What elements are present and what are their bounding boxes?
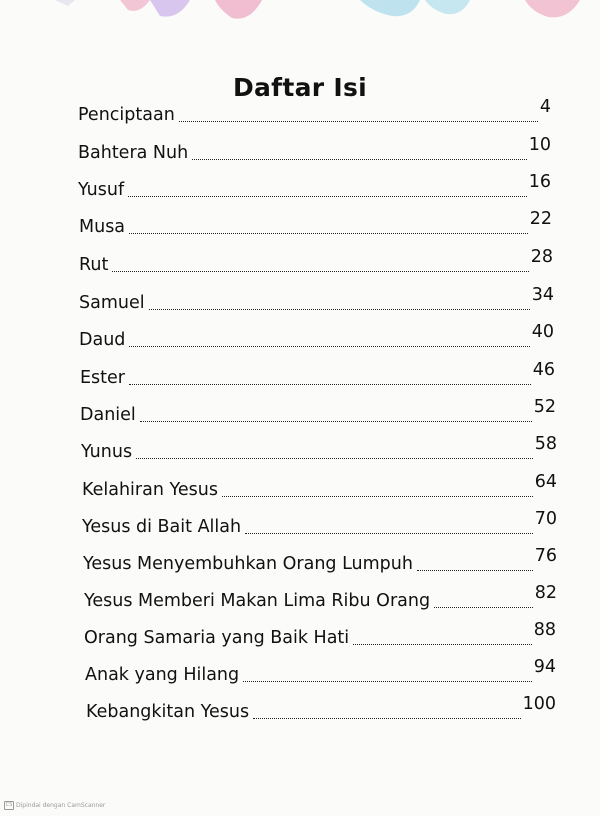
dot-leader	[192, 159, 527, 160]
toc-entry-page: 4	[539, 97, 551, 117]
toc-entry-label: Yesus Memberi Makan Lima Ribu Orang	[84, 591, 431, 611]
toc-entry-page: 16	[528, 172, 551, 192]
toc-entry	[83, 546, 557, 577]
toc-entry	[82, 472, 557, 503]
toc-entry-page: 58	[534, 434, 557, 454]
toc-entry-label: Orang Samaria yang Baik Hati	[84, 628, 350, 648]
dot-leader	[353, 644, 532, 645]
toc-entry-label: Daud	[79, 330, 126, 350]
dot-leader	[434, 607, 533, 608]
toc-entry	[84, 583, 557, 614]
toc-entry-label: Penciptaan	[78, 105, 175, 125]
toc-entry	[79, 247, 553, 278]
decor-shape-pink-right	[525, 0, 580, 17]
top-decoration	[0, 0, 600, 22]
dot-leader	[179, 121, 538, 122]
toc-entry-label: Yusuf	[78, 180, 125, 200]
toc-entry-label: Yunus	[81, 442, 133, 462]
scanner-watermark	[4, 801, 105, 810]
toc-entry	[79, 209, 552, 240]
dot-leader	[245, 533, 533, 534]
dot-leader	[243, 681, 532, 682]
toc-entry-page: 52	[533, 397, 556, 417]
toc-entry	[78, 135, 551, 166]
dot-leader	[140, 421, 532, 422]
toc-entry-page: 82	[534, 583, 557, 603]
dot-leader	[129, 233, 528, 234]
dot-leader	[417, 570, 533, 571]
toc-entry-label: Anak yang Hilang	[85, 665, 240, 685]
toc-entry	[79, 322, 554, 353]
toc-entry-page: 34	[531, 285, 554, 305]
toc-entry-page: 46	[532, 360, 555, 380]
toc-entry-page: 70	[534, 509, 557, 529]
toc-entry	[80, 397, 556, 428]
toc-entry-page: 28	[530, 247, 553, 267]
toc-entry	[78, 172, 551, 203]
dot-leader	[128, 196, 527, 197]
decor-shape-pink	[120, 0, 150, 11]
toc-entry	[86, 694, 556, 725]
dot-leader	[112, 271, 528, 272]
toc-entry	[85, 657, 556, 688]
toc-entry-label: Rut	[79, 255, 109, 275]
scanner-watermark-text: Dipindai dengan CamScanner	[16, 802, 106, 809]
toc-entry-label: Daniel	[80, 405, 136, 425]
decor-shape-left	[55, 0, 75, 6]
toc-entry	[78, 97, 551, 128]
toc-entry-label: Yesus di Bait Allah	[82, 517, 242, 537]
toc-entry-page: 100	[522, 694, 556, 714]
page-title: Daftar Isi	[232, 72, 368, 102]
dot-leader	[253, 718, 520, 719]
toc-entry-page: 76	[534, 546, 557, 566]
toc-entry	[80, 360, 555, 391]
toc-entry	[81, 434, 557, 465]
toc-entry-page: 40	[531, 322, 554, 342]
toc-entry-label: Musa	[79, 217, 126, 237]
toc-entry-label: Kebangkitan Yesus	[86, 702, 250, 722]
dot-leader	[129, 346, 529, 347]
decor-shape-cyan	[425, 0, 470, 14]
toc-entry-page: 94	[533, 657, 556, 677]
toc-entry-label: Ester	[80, 368, 125, 388]
dot-leader	[149, 309, 530, 310]
decor-shape-blue	[360, 0, 420, 16]
camscanner-logo-icon: CS	[5, 802, 13, 808]
dot-leader	[136, 458, 533, 459]
toc-entry-page: 22	[529, 209, 552, 229]
toc-entry-page: 88	[533, 620, 556, 640]
toc-entry-label: Samuel	[79, 293, 145, 313]
toc-entry	[82, 509, 557, 540]
toc-entry-label: Kelahiran Yesus	[82, 480, 218, 500]
toc-entry	[84, 620, 556, 651]
dot-leader	[129, 384, 531, 385]
toc-entry-page: 64	[534, 472, 557, 492]
toc-entry-label: Yesus Menyembuhkan Orang Lumpuh	[83, 554, 413, 574]
toc-entry	[79, 285, 554, 316]
dot-leader	[222, 496, 533, 497]
toc-entry-label: Bahtera Nuh	[78, 143, 189, 163]
decor-shape-lilac	[150, 0, 190, 17]
toc-entry-page: 10	[528, 135, 551, 155]
decor-shape-pink-2	[215, 0, 262, 19]
